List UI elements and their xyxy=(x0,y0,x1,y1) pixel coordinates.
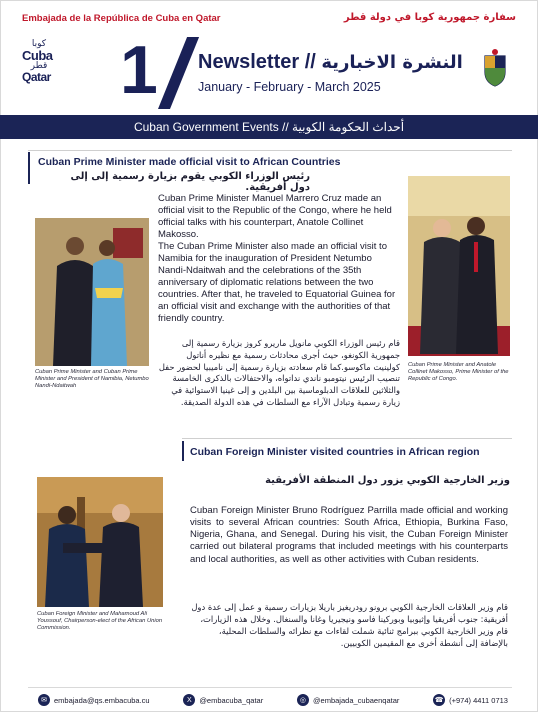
newsletter-dates: January - February - March 2025 xyxy=(198,80,381,94)
story2-accent-bar xyxy=(182,441,184,461)
newsletter-title xyxy=(198,51,463,74)
caption-african-union: Cuban Foreign Minister and Mahamoud Ali Youssouf, Chairperson-elect of the African Union Commission. xyxy=(37,611,163,632)
footer-x-text: @embacuba_qatar xyxy=(199,695,264,705)
story1-title: Cuban Prime Minister made official visit to African Countries xyxy=(38,156,341,168)
slash-divider xyxy=(158,37,199,109)
embassy-name-arabic: سفارة جمهورية كوبا في دولة قطر xyxy=(343,12,516,23)
section-band: Cuban Government Events // أحداث الحكومة الكوبية xyxy=(0,115,538,139)
caption-namibia: Cuban Prime Minister and Cuban Prime Minister and President of Namibia, Netumbo Nandi-Ndaitwah xyxy=(35,369,149,390)
story1-top-rule xyxy=(28,150,512,151)
caption-congo: Cuban Prime Minister and Anatole Collinet Makosso, Prime Minister of the Republic of Congo. xyxy=(408,362,509,383)
embassy-name-spanish: Embajada de la República de Cuba en Qatar xyxy=(22,13,221,24)
story2-body-arabic: قام وزير العلاقات الخارجية الكوبي برونو رودريغيز باريلا بزيارات رسمية و عمل إلى عدة دول أفريقية: جنوب أفريقيا وإثيوبيا وبوركينا فاسو ونيجيريا وغانا والسنغال. وخلال هذه الزيارات، قام وزير الخارجية الكوبي ببرامج ثنائية شملت لقاءات مع نظرائه والسلطات المحلية، بالإضافة إلى أنشطة أخرى مع المقيمين الكوبيين. xyxy=(191,602,508,648)
story2-top-rule xyxy=(182,438,512,439)
logo-line-cuba: Cuba xyxy=(22,48,53,63)
instagram-icon: ◎ xyxy=(297,694,309,706)
footer-contacts xyxy=(38,692,508,708)
email-icon: ✉ xyxy=(38,694,50,706)
newsletter-title-ar: النشرة الاخبارية xyxy=(321,52,463,73)
footer-email[interactable] xyxy=(38,694,150,706)
footer-email-text: embajada@qs.embacuba.cu xyxy=(54,695,150,705)
story1-paragraph-1: Cuban Prime Minister Manuel Marrero Cruz made an official visit to the Republic of the Congo, where he held official talks with his counterpart, Anatole Collinet Makosso. xyxy=(158,193,392,240)
photo-pm-and-namibia-president xyxy=(35,218,149,366)
story1-body-arabic: قام رئيس الوزراء الكوبي مانويل ماريرو كروز بزيارة رسمية إلى جمهورية الكونغو، حيث أجرى محادثات رسمية مع نظيره أناتول كولينيت ماكوسو.كما قام سعادته بزيارة رسمية إلى ناميبيا لحضور حفل تنصيب الرئيس نيتومبو ناندي نداتواه، والاحتفالات بالذكرى الخامسة والثلاثين للعلاقات الدبلوماسية بين البلدين و إلى غينيا الاستوائية في زيارة رسمية وتبادل الآراء مع السلطات في هذه الدولة الصديقة. xyxy=(158,338,400,407)
story1-body-en xyxy=(158,193,400,325)
logo-line-qatar-ar: قطر xyxy=(30,61,48,71)
story2-title-arabic: وزير الخارجية الكوبي يزور دول المنطقة الأفريقية xyxy=(265,475,510,486)
story2-body-en: Cuban Foreign Minister Bruno Rodríguez Parrilla made official and working visits to several African countries: South Africa, Ethiopia, Burkina Faso, Nigeria, Ghana, and Senegal. During his visit, the Cuban Foreign Minister carried out bilateral programs that included meetings with his counterparts and local authorities, as well as other activities with Cuban residents. xyxy=(190,505,508,565)
footer-instagram[interactable] xyxy=(297,694,399,706)
story1-title-arabic: رئيس الوزراء الكوبي يقوم بزيارة رسمية إلى إلى دول أفريقية. xyxy=(70,171,310,193)
footer-instagram-text: @embajada_cubaenqatar xyxy=(312,695,400,705)
phone-icon: ☎ xyxy=(433,694,445,706)
cuba-coat-of-arms-icon xyxy=(480,48,510,88)
story1-accent-bar xyxy=(28,152,30,184)
photo-fm-and-au-chairperson xyxy=(37,477,163,607)
footer-phone-text: (+974) 4411 0713 xyxy=(449,695,508,705)
footer-x[interactable] xyxy=(183,694,263,706)
footer-phone[interactable] xyxy=(433,694,508,706)
newsletter-title-en: Newsletter // xyxy=(198,51,316,73)
logo-line-qatar: Qatar xyxy=(22,70,51,84)
issue-number: 1 xyxy=(120,32,158,108)
story2-title: Cuban Foreign Minister visited countries in African region xyxy=(190,446,480,458)
story1-paragraph-2: The Cuban Prime Minister also made an official visit to Namibia for the inauguration of President Netumbo Nandi-Ndaitwah and the celebrations of the 35th anniversary of diplomatic relations between the two countries. After that, he traveled to Equatorial Guinea for an official visit and exchange with the authorities of that friendly country. xyxy=(158,240,396,324)
logo-line-cuba-ar: كوبا xyxy=(31,39,47,49)
footer-rule xyxy=(28,687,512,688)
photo-pm-and-congo-pm xyxy=(408,176,510,356)
cuba-qatar-logo xyxy=(22,40,56,83)
x-icon: X xyxy=(183,694,195,706)
